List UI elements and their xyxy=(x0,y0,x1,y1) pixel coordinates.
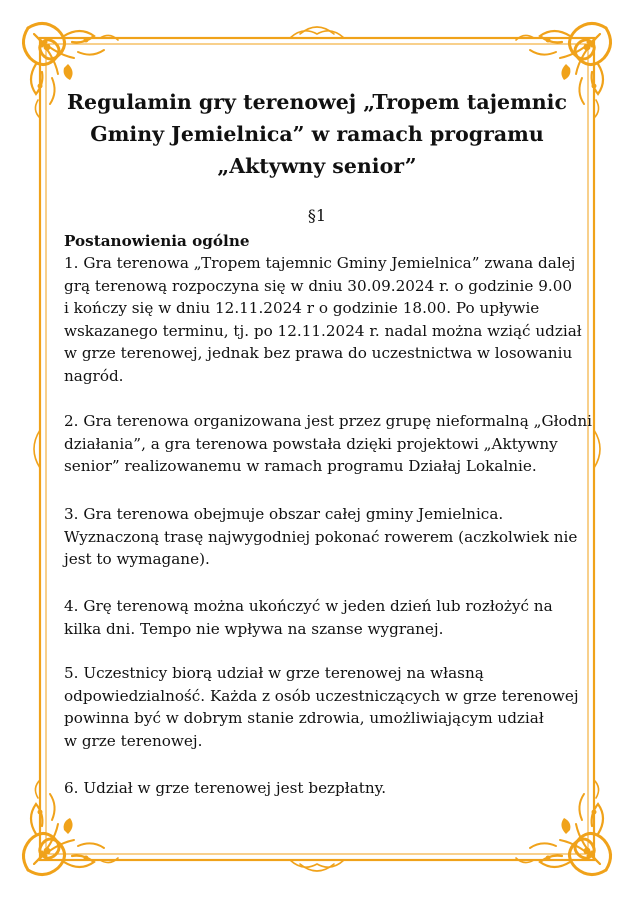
document-title xyxy=(60,86,574,182)
section-heading: Postanowienia ogólne xyxy=(64,232,250,250)
clause-line: 3. Gra terenowa obejmuje obszar całej gminy Jemielnica. xyxy=(64,505,504,523)
clause-2 xyxy=(64,410,593,478)
clause-line: nagród. xyxy=(64,366,124,385)
clause-line: 4. Grę terenową można ukończyć w jeden dzień lub rozłożyć na xyxy=(64,597,553,615)
title-line: Regulamin gry terenowej „Tropem tajemnic xyxy=(67,90,567,114)
clause-line: 1. Gra terenowa „Tropem tajemnic Gminy Jemielnica” zwana dalej xyxy=(64,254,576,272)
clause-line: jest to wymagane). xyxy=(64,550,210,569)
clause-6 xyxy=(64,777,584,800)
clause-5 xyxy=(64,662,584,752)
clause-line: w grze terenowej. xyxy=(64,731,203,750)
clause-line: wskazanego terminu, tj. po 12.11.2024 r. nadal można wziąć udział xyxy=(64,321,582,340)
clause-line: kilka dni. Tempo nie wpływa na szanse wygranej. xyxy=(64,619,444,638)
clause-line: odpowiedzialność. Każda z osób uczestniczących w grze terenowej xyxy=(64,686,579,705)
clause-line: i kończy się w dniu 12.11.2024 r o godzinie 18.00. Po upływie xyxy=(64,299,540,318)
clause-3 xyxy=(64,503,584,571)
title-line: „Aktywny senior” xyxy=(217,154,417,178)
clause-line: 6. Udział w grze terenowej jest bezpłatny. xyxy=(64,779,387,797)
clause-line: 2. Gra terenowa organizowana jest przez grupę nieformalną „Głodni xyxy=(64,412,593,430)
clause-4 xyxy=(64,595,584,640)
section-number: §1 xyxy=(307,206,327,225)
clause-line: 5. Uczestnicy biorą udział w grze terenowej na własną xyxy=(64,664,484,682)
clause-line: powinna być w dobrym stanie zdrowia, umożliwiającym udział xyxy=(64,709,544,728)
clause-line: Wyznaczoną trasę najwygodniej pokonać rowerem (aczkolwiek nie xyxy=(64,527,578,546)
clause-line: działania”, a gra terenowa powstała dzięki projektowi „Aktywny xyxy=(64,434,558,453)
clause-line: w grze terenowej, jednak bez prawa do uczestnictwa w losowaniu xyxy=(64,344,573,363)
title-line: Gminy Jemielnica” w ramach programu xyxy=(90,122,544,146)
clause-line: grą terenową rozpoczyna się w dniu 30.09.2024 r. o godzinie 9.00 xyxy=(64,276,573,295)
clause-1 xyxy=(64,252,584,388)
clause-line: senior” realizowanemu w ramach programu Działaj Lokalnie. xyxy=(64,457,537,476)
